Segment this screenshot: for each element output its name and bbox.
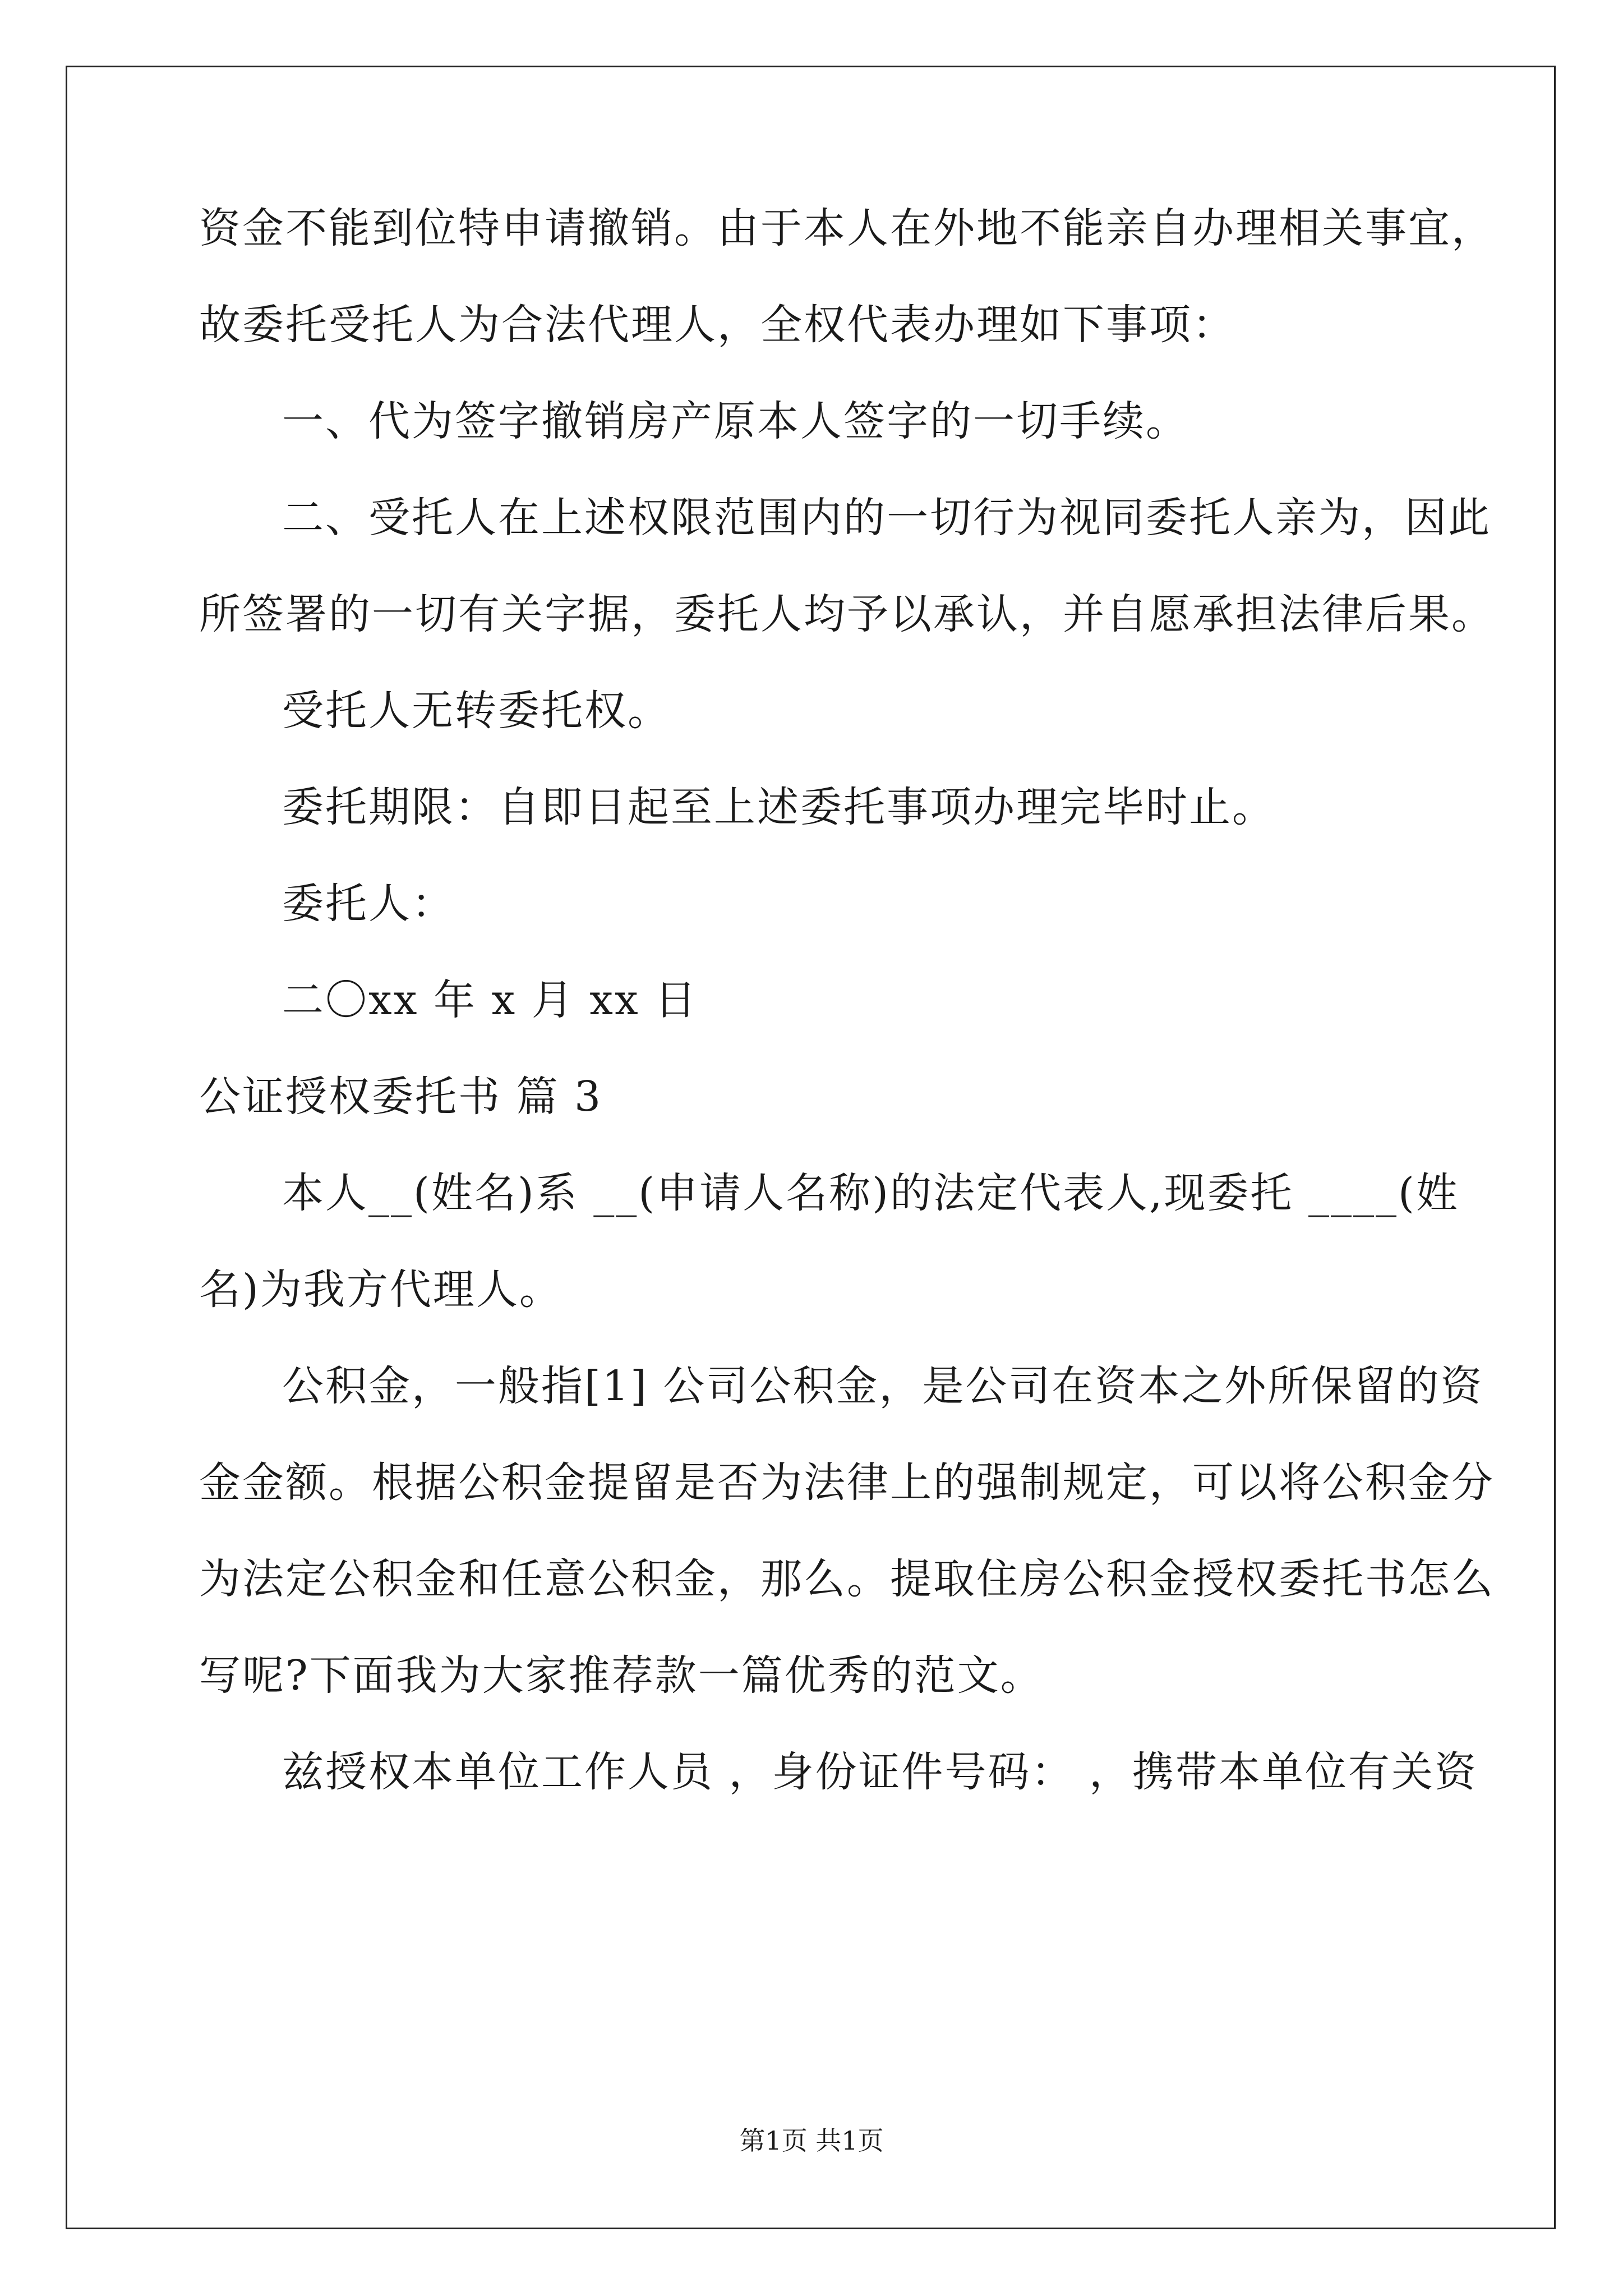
section-heading: 公证授权委托书 篇 3 <box>199 1073 603 1121</box>
paragraph-line: 写呢?下面我为大家推荐款一篇优秀的范文。 <box>199 1651 1044 1700</box>
paragraph-line: 为法定公积金和任意公积金，那么。提取住房公积金授权委托书怎么 <box>199 1555 1495 1603</box>
signature-label: 委托人： <box>282 880 455 928</box>
paragraph-line: 故委托受托人为合法代理人，全权代表办理如下事项： <box>199 301 1235 349</box>
paragraph-line: 委托期限：自即日起至上述委托事项办理完毕时止。 <box>282 783 1275 831</box>
paragraph-line: 受托人无转委托权。 <box>282 687 671 735</box>
paragraph-line: 兹授权本单位工作人员 ，身份证件号码： ，携带本单位有关资 <box>282 1748 1478 1796</box>
page-number: 第1页 共1页 <box>739 2125 884 2156</box>
paragraph-line: 名)为我方代理人。 <box>199 1266 562 1314</box>
date-line: 二〇xx 年 x 月 xx 日 <box>282 976 698 1024</box>
page-border <box>66 66 1556 2229</box>
paragraph-line: 公积金，一般指[1] 公司公积金，是公司在资本之外所保留的资 <box>282 1362 1484 1410</box>
paragraph-line: 所签署的一切有关字据，委托人均予以承认，并自愿承担法律后果。 <box>199 590 1495 638</box>
paragraph-line: 本人__(姓名)系 __(申请人名称)的法定代表人,现委托 ____(姓 <box>282 1169 1459 1217</box>
paragraph-line: 二、受托人在上述权限范围内的一切行为视同委托人亲为，因此 <box>282 494 1491 542</box>
paragraph-line: 一、代为签字撤销房产原本人签字的一切手续。 <box>282 397 1189 445</box>
paragraph-line: 金金额。根据公积金提留是否为法律上的强制规定，可以将公积金分 <box>199 1458 1495 1507</box>
paragraph-line: 资金不能到位特申请撤销。由于本人在外地不能亲自办理相关事宜， <box>199 204 1495 252</box>
